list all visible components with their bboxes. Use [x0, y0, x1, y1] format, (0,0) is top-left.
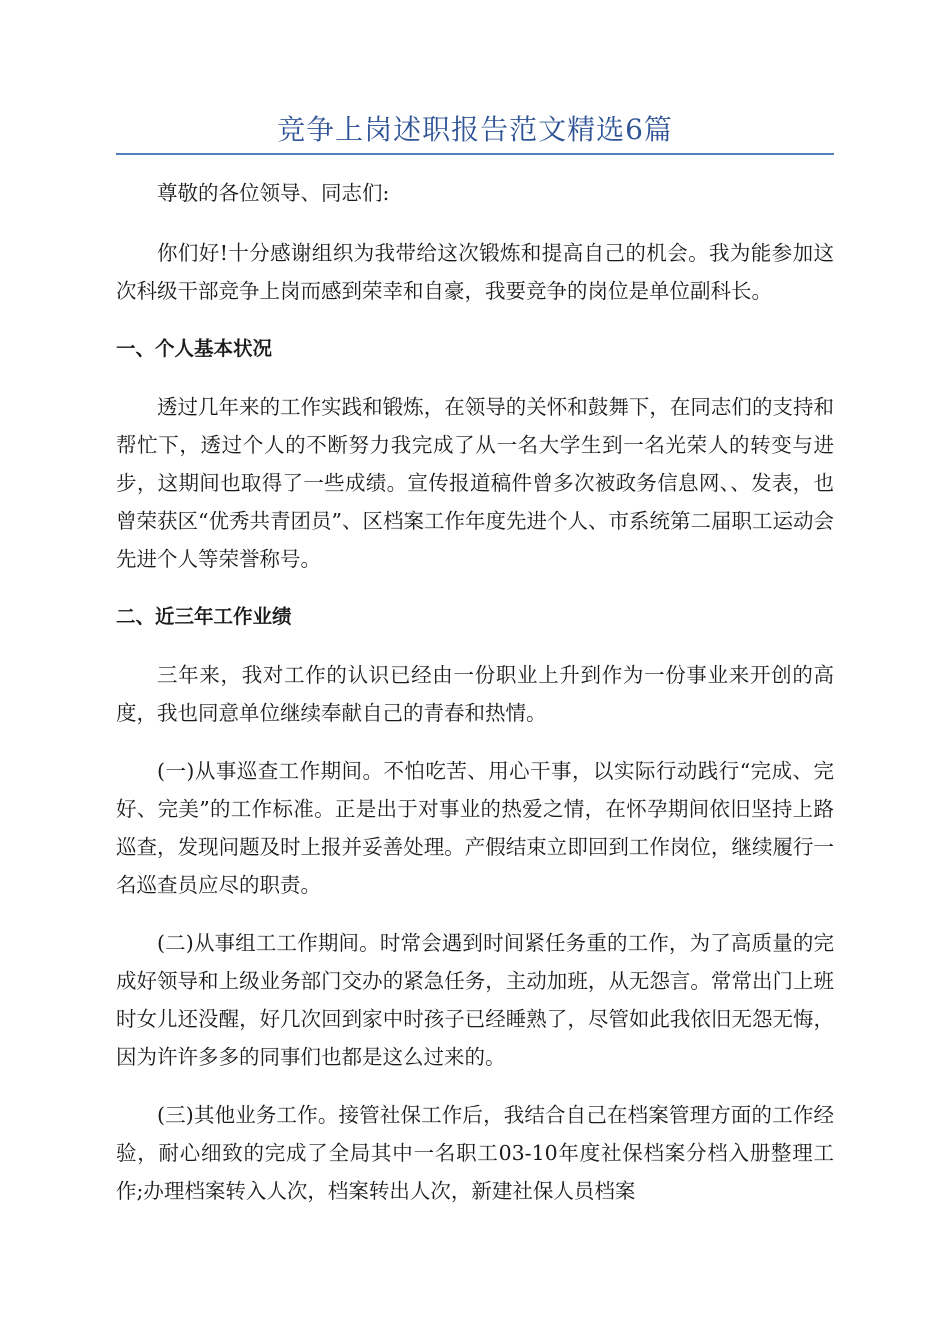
intro-paragraph: 你们好!十分感谢组织为我带给这次锻炼和提高自己的机会。我为能参加这次科级干部竞争上岗而感到荣幸和自豪，我要竞争的岗位是单位副科长。: [116, 241, 834, 303]
achievement-item-patrol: (一)从事巡查工作期间。不怕吃苦、用心干事，以实际行动践行“完成、完好、完美”的工作标准。正是出于对事业的热爱之情，在怀孕期间依旧坚持上路巡查，发现问题及时上报并妥善处理。产假结束立即回到工作岗位，继续履行一名巡查员应尽的职责。: [116, 759, 834, 897]
document-body: [116, 174, 834, 1230]
title-underline: [116, 153, 834, 155]
achievement-item-organization: (二)从事组工工作期间。时常会遇到时间紧任务重的工作，为了高质量的完成好领导和上级业务部门交办的紧急任务，主动加班，从无怨言。常常出门上班时女儿还没醒，好几次回到家中时孩子已经睡熟了，尽管如此我依旧无怨无悔，因为许许多多的同事们也都是这么过来的。: [116, 931, 834, 1069]
achievement-item-other: (三)其他业务工作。接管社保工作后，我结合自己在档案管理方面的工作经验，耐心细致的完成了全局其中一名职工03-10年度社保档案分档入册整理工作;办理档案转入人次，档案转出人次，新建社保人员档案: [116, 1103, 834, 1203]
achievements-paragraph: 三年来，我对工作的认识已经由一份职业上升到作为一份事业来开创的高度，我也同意单位继续奉献自己的青春和热情。: [116, 663, 834, 725]
section-heading-achievements: 二、近三年工作业绩: [116, 605, 292, 628]
section-heading-basic-info: 一、个人基本状况: [116, 337, 273, 360]
document-title: 竞争上岗述职报告范文精选6篇: [277, 113, 673, 146]
salutation: 尊敬的各位领导、同志们:: [157, 181, 390, 205]
basic-info-paragraph: 透过几年来的工作实践和锻炼，在领导的关怀和鼓舞下，在同志们的支持和帮忙下，透过个人的不断努力我完成了从一名大学生到一名光荣人的转变与进步，这期间也取得了一些成绩。宣传报道稿件曾多次被政务信息网、、发表，也曾荣获区“优秀共青团员”、区档案工作年度先进个人、市系统第二届职工运动会先进个人等荣誉称号。: [116, 395, 834, 571]
